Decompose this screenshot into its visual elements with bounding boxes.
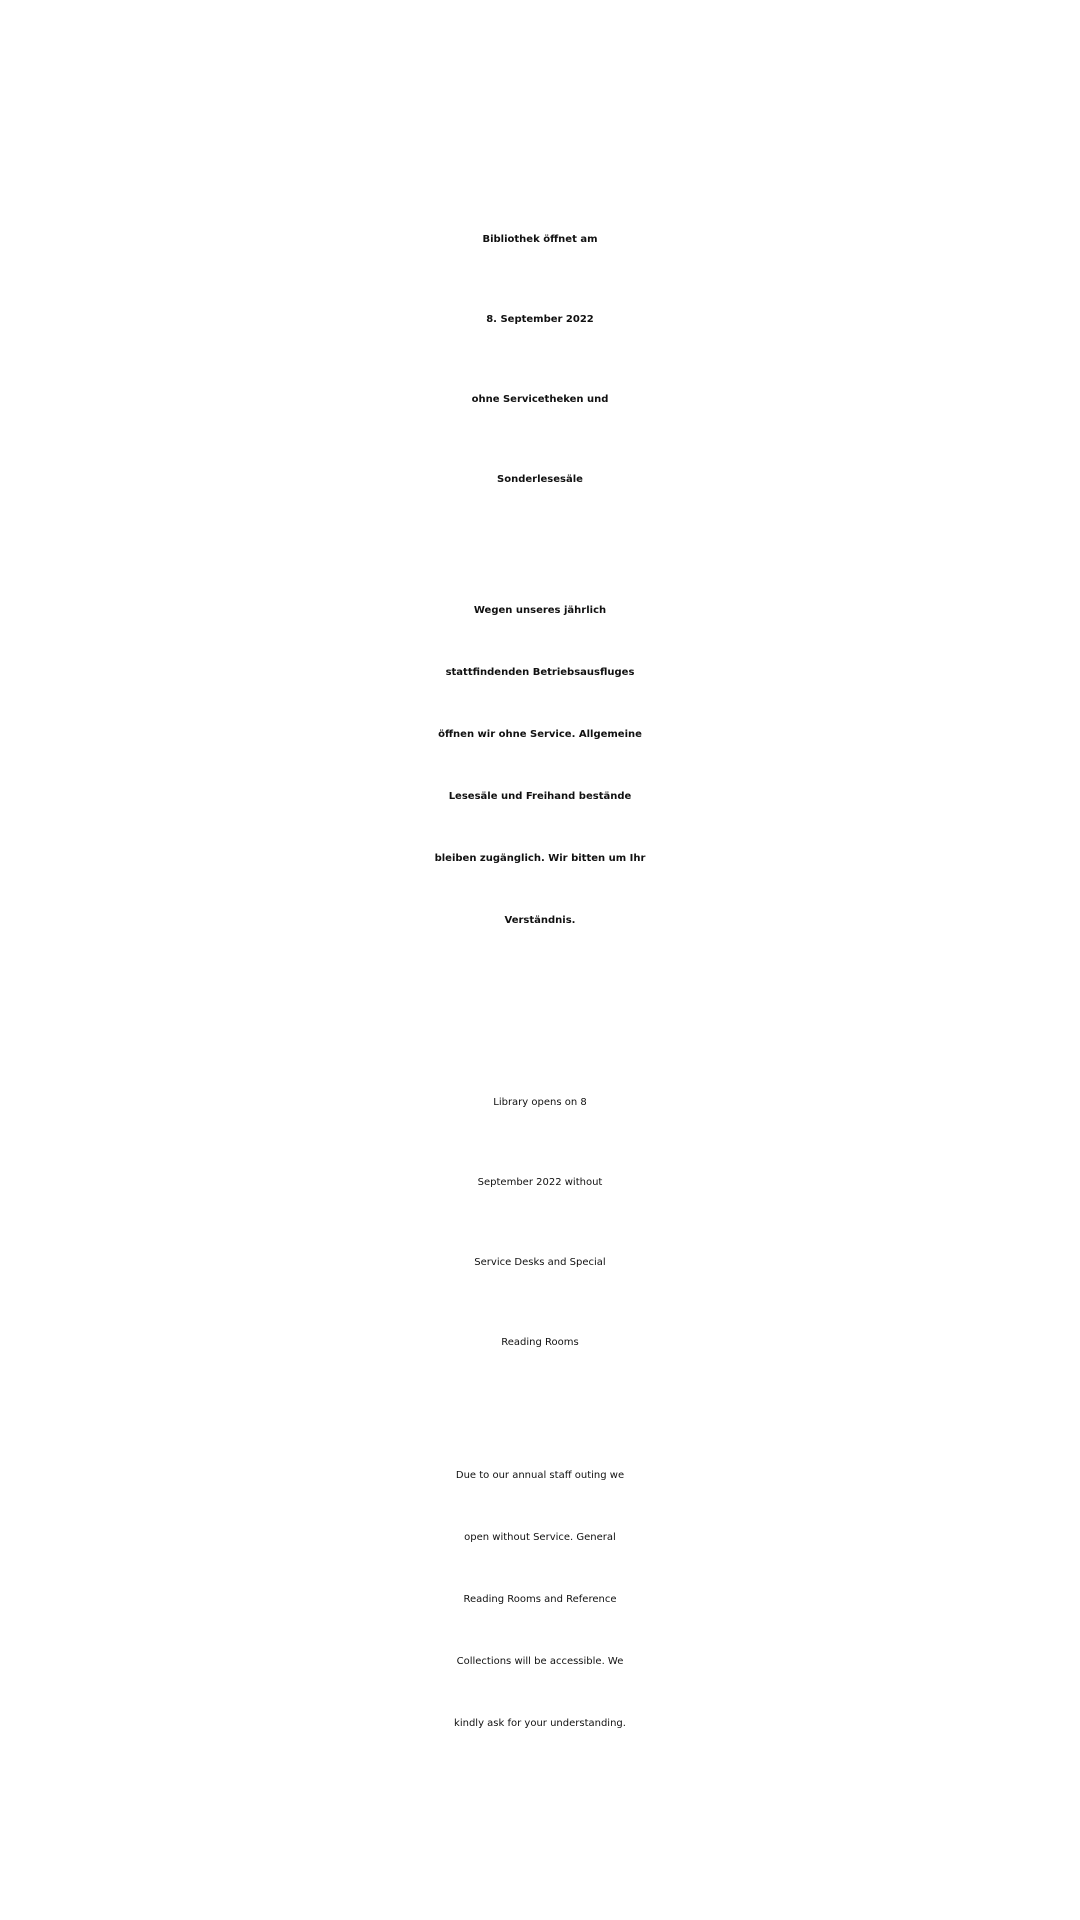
- german-title-line: 8. September 2022: [486, 314, 594, 325]
- english-body-line: Reading Rooms and Reference: [463, 1594, 617, 1605]
- german-body-line: öffnen wir ohne Service. Allgemeine: [438, 729, 642, 740]
- english-title-line: Reading Rooms: [501, 1337, 579, 1348]
- german-body-line: bleiben zugänglich. Wir bitten um Ihr: [434, 853, 646, 864]
- english-body-line: kindly ask for your understanding.: [454, 1718, 626, 1729]
- german-title-line: ohne Servicetheken und: [471, 394, 609, 405]
- german-body-line: Lesesäle und Freihand bestände: [448, 791, 632, 802]
- english-body-line: Due to our annual staff outing we: [455, 1470, 625, 1481]
- english-title-line: September 2022 without: [477, 1177, 603, 1188]
- german-title-line: Bibliothek öffnet am: [482, 234, 598, 245]
- english-title-line: Library opens on 8: [493, 1097, 587, 1108]
- german-body-line: Wegen unseres jährlich: [473, 605, 607, 616]
- english-body-line: Collections will be accessible. We: [456, 1656, 624, 1667]
- english-body-line: open without Service. General: [464, 1532, 616, 1543]
- german-body-line: Verständnis.: [504, 915, 576, 926]
- english-title-line: Service Desks and Special: [474, 1257, 606, 1268]
- german-body-line: stattfindenden Betriebsausfluges: [445, 667, 635, 678]
- german-title-line: Sonderlesesäle: [497, 474, 583, 485]
